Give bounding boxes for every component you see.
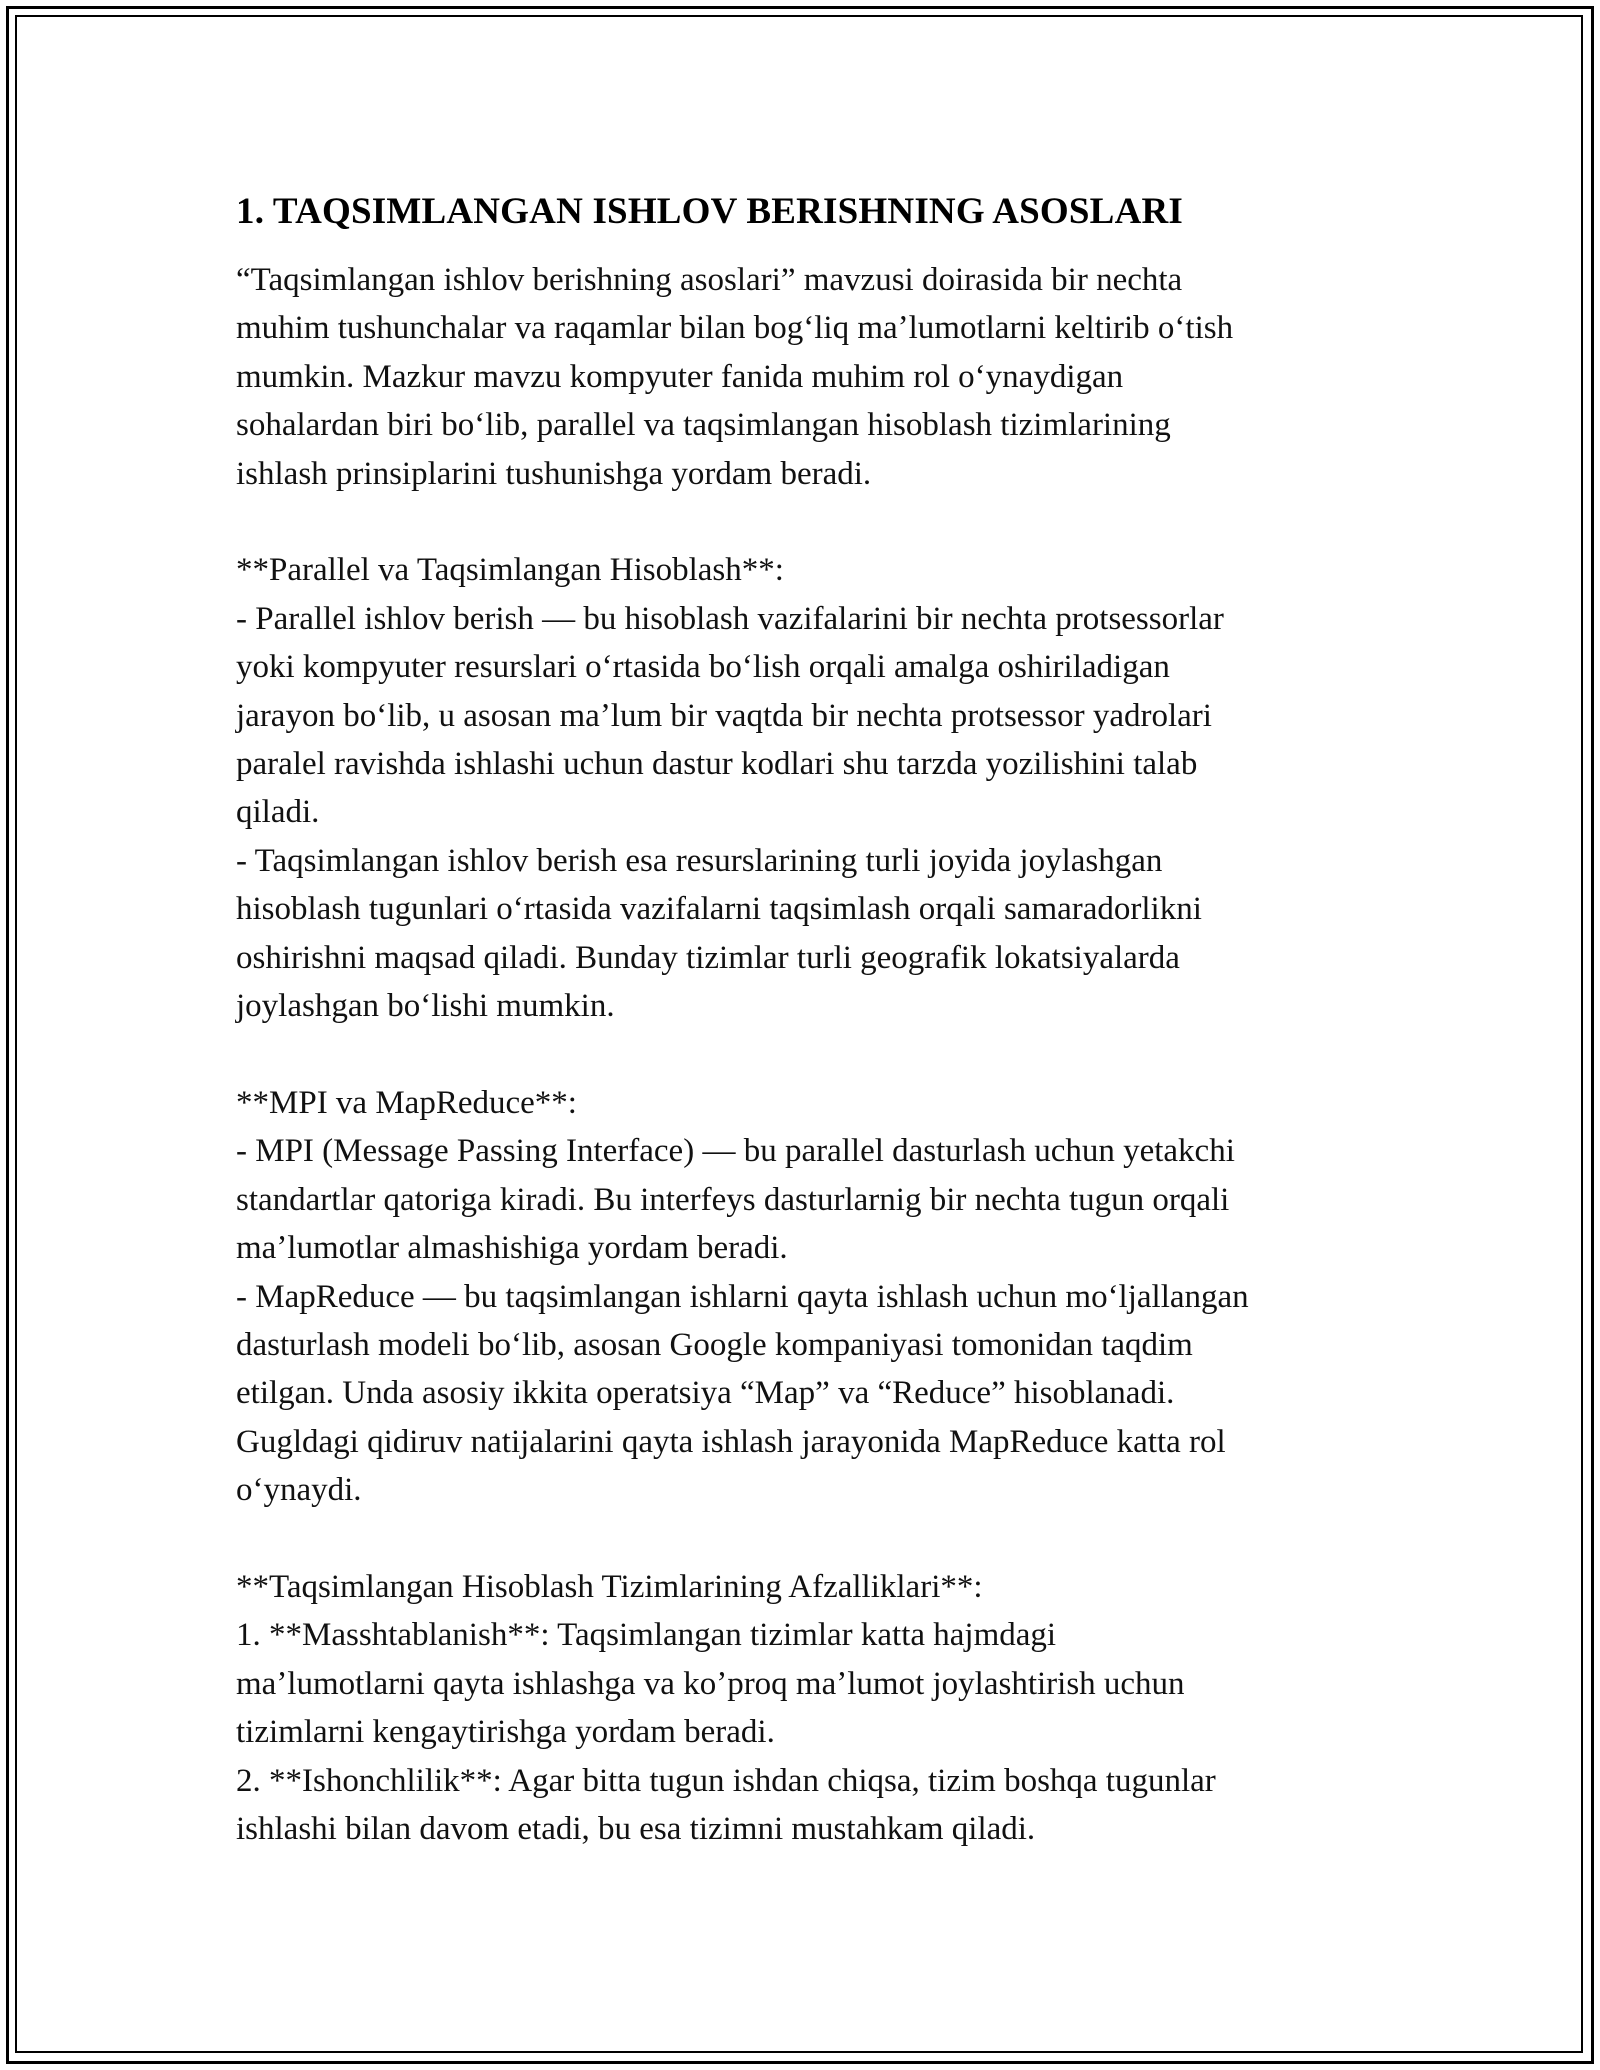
text-line: tizimlarni kengaytirishga yordam beradi. [236,1714,775,1751]
text-line: muhim tushunchalar va raqamlar bilan bogʻliq maʼlumotlarni keltirib oʻtish [236,310,1234,347]
document-title: 1. TAQSIMLANGAN ISHLOV BERISHNING ASOSLARI [236,191,1184,232]
text-line: 1. **Masshtablanish**: Taqsimlangan tizimlar katta hajmdagi [236,1617,1057,1654]
text-line: standartlar qatoriga kiradi. Bu interfeys dasturlarnig bir nechta tugun orqali [236,1181,1230,1218]
document-text [236,256,1386,1853]
text-line: yoki kompyuter resurslari oʻrtasida boʻlish orqali amalga oshiriladigan [236,649,1170,686]
text-line: mumkin. Mazkur mavzu kompyuter fanida muhim rol oʻynaydigan [236,358,1124,395]
text-line: ishlashi bilan davom etadi, bu esa tizimni mustahkam qiladi. [236,1810,1036,1847]
blank-line [236,498,1386,546]
text-line: - Parallel ishlov berish — bu hisoblash vazifalarini bir nechta protsessorlar [236,600,1224,637]
text-line: jarayon boʻlib, u asosan maʼlum bir vaqtda bir nechta protsessor yadrolari [236,697,1212,734]
blank-line [236,1030,1386,1078]
text-line: **Taqsimlangan Hisoblash Tizimlarining Afzalliklari**: [236,1568,983,1605]
text-line: **Parallel va Taqsimlangan Hisoblash**: [236,552,784,589]
text-line: 2. **Ishonchlilik**: Agar bitta tugun ishdan chiqsa, tizim boshqa tugunlar [236,1762,1216,1799]
text-line: paralel ravishda ishlashi uchun dastur kodlari shu tarzda yozilishini talab [236,746,1198,783]
text-line: maʼlumotlar almashishiga yordam beradi. [236,1230,788,1267]
text-line: oshirishni maqsad qiladi. Bunday tizimlar turli geografik lokatsiyalarda [236,939,1180,976]
text-line: - MPI (Message Passing Interface) — bu parallel dasturlash uchun yetakchi [236,1133,1235,1170]
text-line: - MapReduce — bu taqsimlangan ishlarni qayta ishlash uchun moʻljallangan [236,1278,1249,1315]
text-line: qiladi. [236,794,320,831]
text-line: hisoblash tugunlari oʻrtasida vazifalarni taqsimlash orqali samaradorlikni [236,891,1202,928]
document-body [236,188,1386,1853]
text-line: Gugldagi qidiruv natijalarini qayta ishlash jarayonida MapReduce katta rol [236,1423,1226,1460]
text-line: ishlash prinsiplarini tushunishga yordam beradi. [236,455,872,492]
text-line: sohalardan biri boʻlib, parallel va taqsimlangan hisoblash tizimlarining [236,407,1171,444]
text-line: oʻynaydi. [236,1472,362,1509]
text-line: “Taqsimlangan ishlov berishning asoslari” mavzusi doirasida bir nechta [236,262,1183,298]
text-line: maʼlumotlarni qayta ishlashga va koʼproq maʼlumot joylashtirish uchun [236,1665,1185,1702]
text-line: **MPI va MapReduce**: [236,1084,577,1121]
text-line: etilgan. Unda asosiy ikkita operatsiya “Map” va “Reduce” hisoblanadi. [236,1375,1175,1412]
text-line: dasturlash modeli boʻlib, asosan Google kompaniyasi tomonidan taqdim [236,1326,1193,1363]
blank-line [236,1515,1386,1563]
text-line: - Taqsimlangan ishlov berish esa resurslarining turli joyida joylashgan [236,842,1163,879]
text-line: joylashgan boʻlishi mumkin. [236,988,615,1025]
